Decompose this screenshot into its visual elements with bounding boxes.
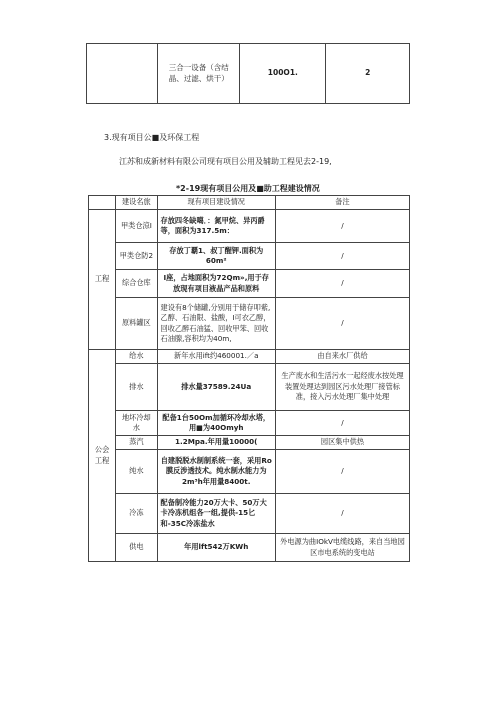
row-name: 甲类仓涼I	[116, 210, 157, 243]
table-row	[89, 450, 410, 494]
table-row	[87, 44, 410, 104]
row-name: 地坏冷却水	[116, 411, 157, 436]
row-note: 园区集中供热	[275, 436, 409, 450]
row-desc: 年用lft542万KWh	[157, 534, 275, 562]
row-note: 外电源为曲IOkV电缆线路，来自当地园区市电系统的变电站	[275, 534, 409, 562]
table-row	[89, 411, 410, 436]
row-desc: 排水量37589.24Ua	[157, 364, 275, 411]
utilities-table	[88, 195, 410, 562]
row-desc: 自建脱脱水制制系统一套，采用Ro膜反涉透技术。纯水制水能力为2m³h年用量8400t.	[157, 450, 275, 494]
row-desc: 新年水用ift约460001.／a	[157, 350, 275, 364]
section-heading: 3.现有项目公■及环保工程	[104, 133, 200, 142]
row-note: /	[275, 298, 409, 350]
table-header-row	[89, 196, 410, 210]
row-note: /	[275, 494, 409, 534]
row-note: /	[275, 210, 409, 243]
row-name: 蒸汽	[116, 436, 157, 450]
header-desc: 现有项目建设情况	[157, 196, 275, 210]
row-desc: 存放四冬缺噶．：氮甲烷、异丙爵等，面积为317.5m：	[157, 210, 275, 243]
row-desc: I座，占地面积为72Qm»,用于存放现有项目液晶产品和原料	[157, 270, 275, 298]
row-name: 排水	[116, 364, 157, 411]
row-name: 综合仓库	[116, 270, 157, 298]
row-note: 由自来水厂供给	[275, 350, 409, 364]
row-desc: 1.2Mpa.年用量10000(	[157, 436, 275, 450]
intro-paragraph: 江苏和成新材料有限公司现有项目公用及辅助工程见去2-19,	[119, 157, 332, 166]
row-note: 生产废水和生活污水一起经废水按处理装置处理达到园区污水处理厂接管标准，接入污水处理厂集中处理	[275, 364, 409, 411]
row-name: 甲类仓防2	[116, 243, 157, 270]
table-row	[89, 534, 410, 562]
equipment-unit: 100O1.	[240, 44, 326, 104]
row-desc: 建设有8个储罐,分别用于储存叩紫,乙醇、石油限、盐酸，I可衣乙醇，回收乙醉石油猛、回收甲笨、回收石油腺,容积均为40m,	[157, 298, 275, 350]
table-row	[89, 210, 410, 243]
table-row	[89, 243, 410, 270]
header-note: 备注	[275, 196, 409, 210]
table-caption: *2-19现有项目公用及■助工程建设情况	[176, 184, 320, 193]
table-row	[89, 364, 410, 411]
row-note: /	[275, 411, 409, 436]
row-name: 纯水	[116, 450, 157, 494]
group-label-public: 公会工程	[89, 350, 116, 562]
table-row	[89, 270, 410, 298]
equipment-table	[86, 43, 410, 104]
row-name: 冷冻	[116, 494, 157, 534]
table-row	[89, 350, 410, 364]
row-note: /	[275, 270, 409, 298]
group-label-engineering: 工程	[89, 210, 116, 350]
row-desc: 配备1台50Om加循环冷却水塔，用■为40Omyh	[157, 411, 275, 436]
row-note: /	[275, 450, 409, 494]
equipment-name: 三合一设备（含结晶、过滤、烘干）	[158, 44, 240, 104]
row-desc: 配备制冷能力20万大卡、50万大卡冷冻机组各一组,提供-15匕和-35C冷冻盐水	[157, 494, 275, 534]
row-name: 原料罐区	[116, 298, 157, 350]
row-note: /	[275, 243, 409, 270]
table-row	[89, 436, 410, 450]
header-name: 建设名旅	[116, 196, 157, 210]
row-desc: 存放丁覇1、叔丁醒钾.面积为60m²	[157, 243, 275, 270]
table-row	[89, 298, 410, 350]
equipment-qty: 2	[326, 44, 410, 104]
table-row	[89, 494, 410, 534]
row-name: 给水	[116, 350, 157, 364]
row-name: 供电	[116, 534, 157, 562]
